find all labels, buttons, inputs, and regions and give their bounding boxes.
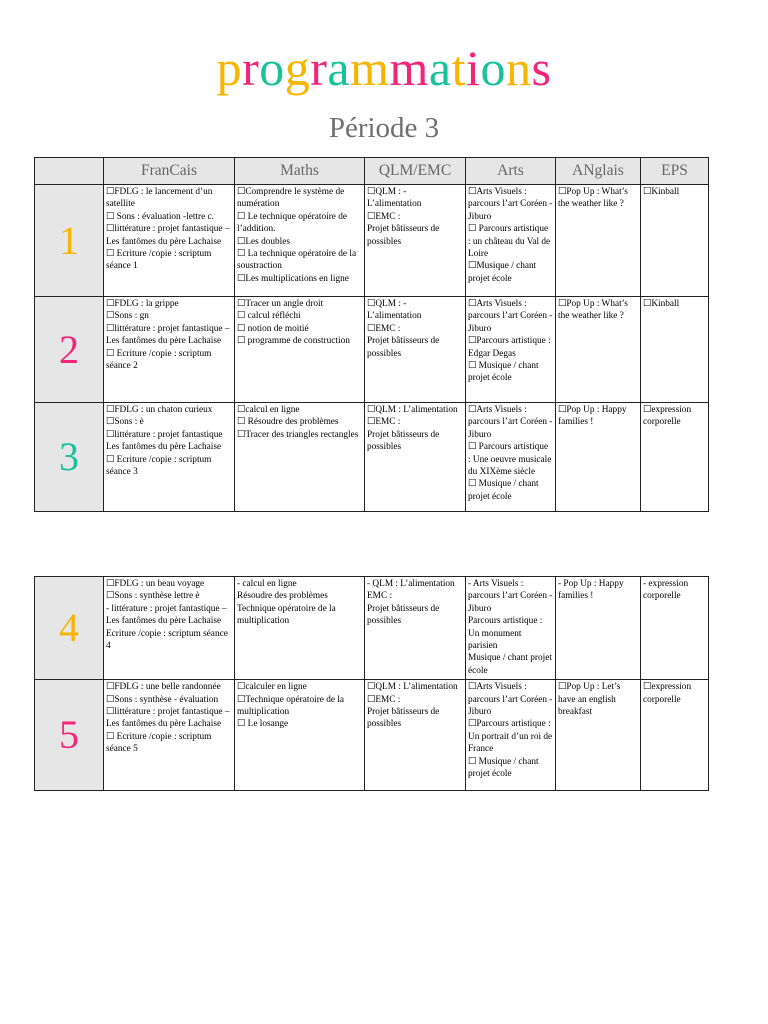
title-letter: m [389, 40, 429, 96]
cell-line: ☐Pop Up : What’s the weather like ? [558, 299, 628, 322]
cell-anglais [556, 577, 641, 680]
cell-line: ☐littérature : projet fantastique – Les fantômes du père Lachaise [106, 224, 230, 247]
cell-line: ☐ Musique / chant projet école [468, 756, 539, 780]
cell-line: ☐calculer en ligne [237, 682, 307, 693]
cell-line: ☐ Le losange [237, 719, 289, 730]
title-letter: o [480, 40, 506, 96]
cell-line: ☐Sons : synthèse lettre è [106, 591, 200, 602]
cell-line: ☐EMC : [367, 694, 401, 705]
title-letter: n [505, 40, 532, 96]
cell-maths [235, 680, 365, 791]
cell-francais [104, 577, 235, 680]
header-cell-blank [35, 158, 104, 185]
cell-francais [104, 297, 235, 403]
cell-line: ☐QLM : L’alimentation [367, 405, 458, 415]
title-letter: s [531, 40, 552, 96]
header-maths: Maths [235, 158, 365, 185]
cell-anglais [556, 680, 641, 791]
cell-line: - littérature : projet fantastique – Les fantômes du père Lachaise [106, 603, 227, 627]
cell-line: ☐ La technique opératoire de la soustraction [237, 249, 357, 272]
table-row [35, 680, 709, 791]
cell-line: ☐ Ecriture /copie : scriptum séance 2 [106, 348, 212, 372]
title-letter: o [259, 40, 285, 96]
schedule-table-1 [34, 157, 709, 512]
cell-line: ☐Tracer des triangles rectangles [237, 429, 359, 440]
table-row [35, 403, 709, 512]
cell-line: ☐FDLG : un beau voyage [106, 579, 205, 589]
cell-line: ☐ Sons : évaluation -lettre c. [106, 211, 214, 222]
row-number: 1 [35, 185, 104, 297]
cell-francais [104, 185, 235, 297]
header-arts: Arts [466, 158, 556, 185]
cell-line: - Arts Visuels : parcours l’art Coréen - Jiburo [468, 579, 553, 614]
row-number: 2 [35, 297, 104, 403]
cell-line: ☐Arts Visuels : parcours l’art Coréen - Jiburo [468, 299, 553, 334]
cell-line: Projet bâtisseurs de possibles [367, 707, 440, 730]
cell-line: ☐ Résoudre des problèmes [237, 417, 339, 428]
cell-line: Projet bâtisseurs de possibles [367, 603, 440, 627]
cell-line: ☐ Le technique opératoire de l’addition. [237, 211, 348, 235]
header-row [35, 158, 709, 185]
cell-maths [235, 403, 365, 512]
row-number: 4 [35, 577, 104, 680]
table-row [35, 297, 709, 403]
cell-line: ☐Kinball [643, 187, 680, 197]
cell-qlm-emc [365, 680, 466, 791]
cell-line: Projet bâtisseurs de possibles [367, 429, 440, 453]
cell-line: ☐FDLG : la grippe [106, 299, 179, 309]
cell-line: - expression corporelle [643, 579, 689, 602]
cell-maths [235, 577, 365, 680]
cell-line: ☐ Musique / chant projet école [468, 479, 539, 502]
cell-line: ☐littérature : projet fantastique Les fantômes du père Lachaise [106, 429, 223, 453]
cell-line: ☐Comprendre le système de numération [237, 187, 345, 210]
cell-qlm-emc [365, 297, 466, 403]
cell-maths [235, 297, 365, 403]
header-qlm-emc: QLM/EMC [365, 158, 466, 185]
cell-arts [466, 403, 556, 512]
cell-line: ☐FDLG : une belle randonnée [106, 682, 221, 693]
table-row [35, 577, 709, 680]
cell-line: ☐QLM : - L’alimentation [367, 187, 422, 210]
cell-line: ☐QLM : L’alimentation [367, 682, 458, 693]
cell-line: ☐Arts Visuels : parcours l’art Coréen - Jiburo [468, 682, 553, 718]
cell-line: ☐FDLG : un chaton curieux [106, 405, 213, 415]
cell-line: - Pop Up : Happy families ! [558, 579, 624, 602]
cell-arts [466, 185, 556, 297]
cell-line: Projet bâtisseurs de possibles [367, 224, 440, 247]
cell-line: ☐Arts Visuels : parcours l’art Coréen - Jiburo [468, 187, 553, 222]
cell-line: ☐ notion de moitié [237, 323, 309, 334]
table-row [35, 185, 709, 297]
cell-line: Parcours artistique : Un monument parisien [468, 616, 543, 652]
row-number: 5 [35, 680, 104, 791]
cell-line: ☐littérature : projet fantastique –Les fantômes du père Lachaise [106, 323, 230, 347]
cell-eps [641, 680, 709, 791]
cell-eps [641, 403, 709, 512]
cell-line: ☐ Parcours artistique : un château du Val de Loire [468, 224, 551, 260]
title-letter: a [428, 40, 452, 96]
title-letter: m [350, 40, 390, 96]
cell-line: Ecriture /copie : scriptum séance 4 [106, 628, 228, 652]
cell-line: ☐Sons : è [106, 417, 144, 428]
cell-line: ☐expression corporelle [643, 405, 692, 428]
title-letter: g [284, 40, 311, 96]
cell-line: ☐ calcul réfléchi [237, 311, 301, 322]
schedule-table-2 [34, 576, 709, 791]
cell-line: Résoudre des problèmes [237, 591, 328, 602]
cell-line: ☐ Ecriture /copie : scriptum séance 1 [106, 249, 212, 272]
cell-anglais [556, 297, 641, 403]
cell-line: ☐ Ecriture /copie : scriptum séance 5 [106, 731, 212, 755]
cell-line: ☐EMC : [367, 417, 401, 428]
cell-line: ☐Musique / chant projet école [468, 261, 537, 284]
cell-line: EMC : [367, 591, 393, 602]
header-eps: EPS [641, 158, 709, 185]
cell-line: ☐littérature : projet fantastique – Les fantômes du père Lachaise [106, 707, 230, 730]
cell-line: ☐QLM : - L’alimentation [367, 299, 422, 322]
cell-line: ☐Pop Up : Happy families ! [558, 405, 627, 428]
cell-line: ☐ Ecriture /copie : scriptum séance 3 [106, 454, 212, 478]
cell-line: ☐Kinball [643, 299, 680, 309]
header-anglais: ANglais [556, 158, 641, 185]
title-letter: i [466, 40, 481, 96]
cell-maths [235, 185, 365, 297]
cell-eps [641, 185, 709, 297]
cell-line: ☐Tracer un angle droit [237, 299, 324, 309]
title-letter: r [242, 40, 260, 96]
cell-line: Musique / chant projet école [468, 653, 552, 676]
cell-line: - calcul en ligne [237, 579, 297, 589]
cell-line: ☐EMC : [367, 323, 401, 334]
row-number: 3 [35, 403, 104, 512]
title-letter: t [451, 40, 467, 96]
page-title [0, 38, 768, 98]
cell-line: ☐EMC : [367, 211, 401, 222]
cell-line: ☐Les multiplications en ligne [237, 273, 349, 284]
cell-qlm-emc [365, 403, 466, 512]
cell-arts [466, 577, 556, 680]
cell-line: ☐ programme de construction [237, 336, 350, 347]
cell-francais [104, 680, 235, 791]
cell-line: ☐Arts Visuels : parcours l’art Coréen - Jiburo [468, 405, 553, 440]
cell-arts [466, 680, 556, 791]
cell-line: ☐Parcours artistique : Un portrait d’un roi de France [468, 719, 553, 755]
cell-francais [104, 403, 235, 512]
title-letter: r [310, 40, 328, 96]
cell-line: ☐expression corporelle [643, 682, 692, 705]
cell-line: ☐Sons : synthèse - évaluation [106, 694, 219, 705]
cell-line: ☐Pop Up : What’s the weather like ? [558, 187, 628, 210]
cell-anglais [556, 403, 641, 512]
header-francais: FranCais [104, 158, 235, 185]
cell-line: ☐Pop Up : Let’s have an english breakfast [558, 682, 621, 718]
page-subtitle: Période 3 [328, 112, 440, 144]
cell-qlm-emc [365, 577, 466, 680]
cell-line: ☐ Parcours artistique : Une oeuvre musicale du XIXème siècle [468, 442, 552, 478]
cell-line: Technique opératoire de la multiplication [237, 603, 336, 627]
cell-line: ☐Les doubles [237, 236, 291, 247]
cell-line: ☐Technique opératoire de la multiplication [237, 694, 345, 718]
cell-line: Projet bâtisseurs de possibles [367, 336, 440, 359]
cell-line: - QLM : L’alimentation [367, 579, 455, 589]
cell-line: ☐calcul en ligne [237, 405, 300, 415]
cell-line: ☐Parcours artistique : Edgar Degas [468, 336, 551, 359]
cell-eps [641, 577, 709, 680]
cell-anglais [556, 185, 641, 297]
cell-line: ☐ Musique / chant projet école [468, 361, 539, 384]
title-letter: p [216, 40, 243, 96]
cell-qlm-emc [365, 185, 466, 297]
cell-line: ☐FDLG : le lancement d’un satellite [106, 187, 213, 210]
cell-line: ☐Sons : gn [106, 311, 149, 322]
title-letter: a [327, 40, 351, 96]
cell-arts [466, 297, 556, 403]
cell-eps [641, 297, 709, 403]
